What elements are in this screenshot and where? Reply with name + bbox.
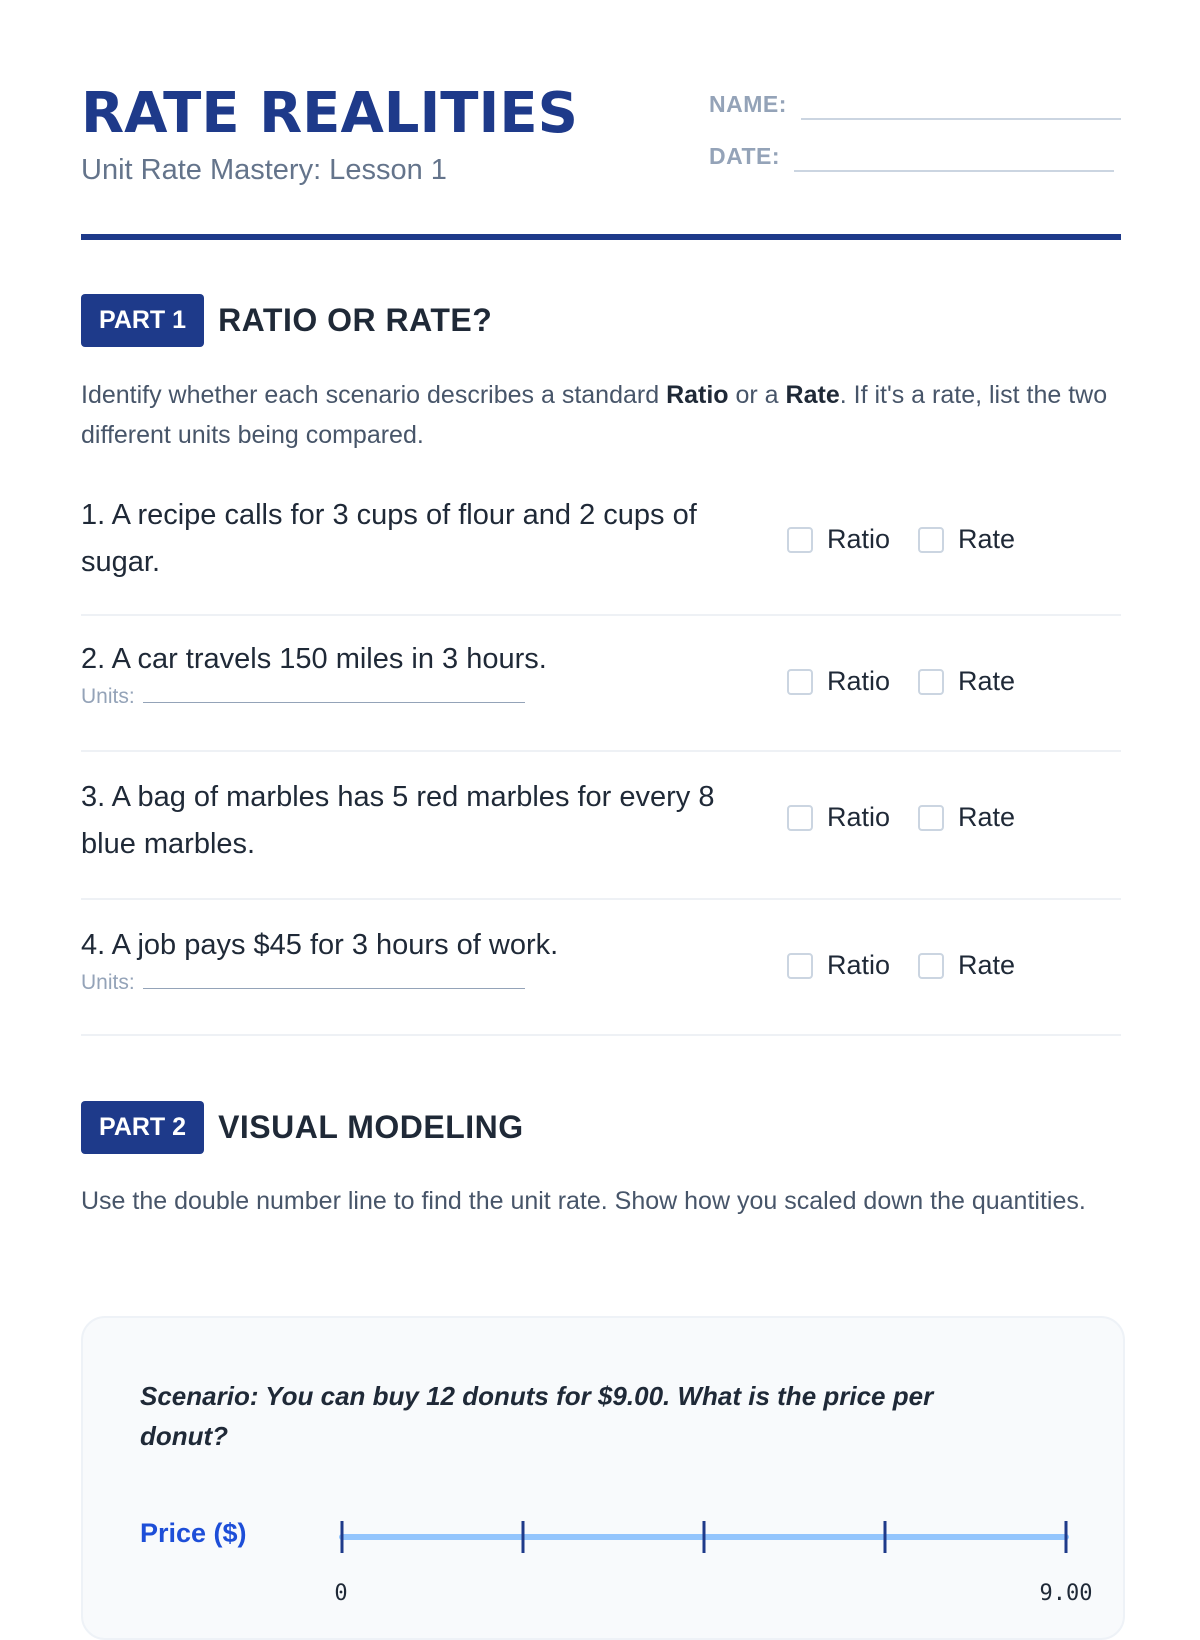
scenario-card <box>81 1316 1125 1640</box>
question-row <box>81 640 1121 752</box>
answer-choices <box>787 524 1043 555</box>
rate-option[interactable] <box>918 802 1015 833</box>
answer-choices <box>787 666 1043 697</box>
rate-option-label: Rate <box>958 524 1016 554</box>
part1-instructions-ratio: Ratio <box>666 381 729 409</box>
question-text: 1. A recipe calls for 3 cups of flour and 2 cups of sugar. <box>81 499 697 578</box>
question-text: 3. A bag of marbles has 5 red marbles for every 8 blue marbles. <box>81 781 715 860</box>
tick-label-start: 0 <box>334 1581 348 1606</box>
ratio-checkbox[interactable] <box>787 805 813 831</box>
name-blank[interactable] <box>801 84 1121 120</box>
ratio-option-label: Ratio <box>827 802 891 832</box>
name-field <box>709 84 1121 120</box>
part2-title: VISUAL MODELING <box>218 1109 524 1145</box>
rate-option-label: Rate <box>958 666 1016 696</box>
part1-instructions-mid: or a <box>728 381 786 409</box>
ratio-checkbox[interactable] <box>787 527 813 553</box>
question-text: 4. A job pays $45 for 3 hours of work. <box>81 929 559 961</box>
rate-option[interactable] <box>918 950 1015 981</box>
tick-label-end: 9.00 <box>1039 1581 1093 1606</box>
name-label: NAME: <box>709 91 787 117</box>
ratio-option-label: Ratio <box>827 950 891 980</box>
ratio-option[interactable] <box>787 950 890 981</box>
rate-checkbox[interactable] <box>918 805 944 831</box>
units-label: Units: <box>81 685 135 708</box>
rate-option-label: Rate <box>958 950 1016 980</box>
ratio-checkbox[interactable] <box>787 669 813 695</box>
scenario-text: Scenario: You can buy 12 donuts for $9.00. What is the price per donut? <box>140 1381 934 1451</box>
part1-title: RATIO OR RATE? <box>218 302 493 338</box>
header-divider <box>81 234 1121 240</box>
answer-choices <box>787 950 1043 981</box>
question-row <box>81 492 1121 616</box>
units-blank[interactable] <box>143 970 525 989</box>
ratio-option-label: Ratio <box>827 666 891 696</box>
part1-header <box>81 294 492 347</box>
rate-checkbox[interactable] <box>918 953 944 979</box>
worksheet-subtitle: Unit Rate Mastery: Lesson 1 <box>81 154 447 186</box>
units-field <box>81 684 525 709</box>
rate-option[interactable] <box>918 666 1015 697</box>
part2-instructions: Use the double number line to find the unit rate. Show how you scaled down the quantities. <box>81 1187 1086 1215</box>
ratio-option[interactable] <box>787 524 890 555</box>
part1-badge: PART 1 <box>81 294 204 347</box>
ratio-option-label: Ratio <box>827 524 891 554</box>
ratio-option[interactable] <box>787 802 890 833</box>
date-field <box>709 136 1114 172</box>
part1-instructions <box>81 375 1121 455</box>
ratio-checkbox[interactable] <box>787 953 813 979</box>
rate-option-label: Rate <box>958 802 1016 832</box>
question-text: 2. A car travels 150 miles in 3 hours. <box>81 643 547 675</box>
units-field <box>81 970 525 995</box>
number-line-label: Price ($) <box>140 1518 247 1548</box>
part2-badge: PART 2 <box>81 1101 204 1154</box>
answer-choices <box>787 802 1043 833</box>
units-label: Units: <box>81 971 135 994</box>
date-label: DATE: <box>709 143 781 169</box>
question-row <box>81 924 1121 1036</box>
part1-instructions-post: . If it's a rate, list the two different units being compared. <box>81 381 1108 449</box>
date-blank[interactable] <box>794 136 1114 172</box>
part1-instructions-pre: Identify whether each scenario describes a standard <box>81 381 667 409</box>
rate-checkbox[interactable] <box>918 669 944 695</box>
units-blank[interactable] <box>143 684 525 703</box>
double-number-line <box>83 1318 1123 1638</box>
ratio-option[interactable] <box>787 666 890 697</box>
rate-option[interactable] <box>918 524 1015 555</box>
part2-header <box>81 1101 524 1154</box>
question-row <box>81 776 1121 900</box>
part1-instructions-rate: Rate <box>785 381 840 409</box>
worksheet-page <box>81 0 1121 1606</box>
worksheet-title: RATE REALITIES <box>81 81 578 146</box>
rate-checkbox[interactable] <box>918 527 944 553</box>
